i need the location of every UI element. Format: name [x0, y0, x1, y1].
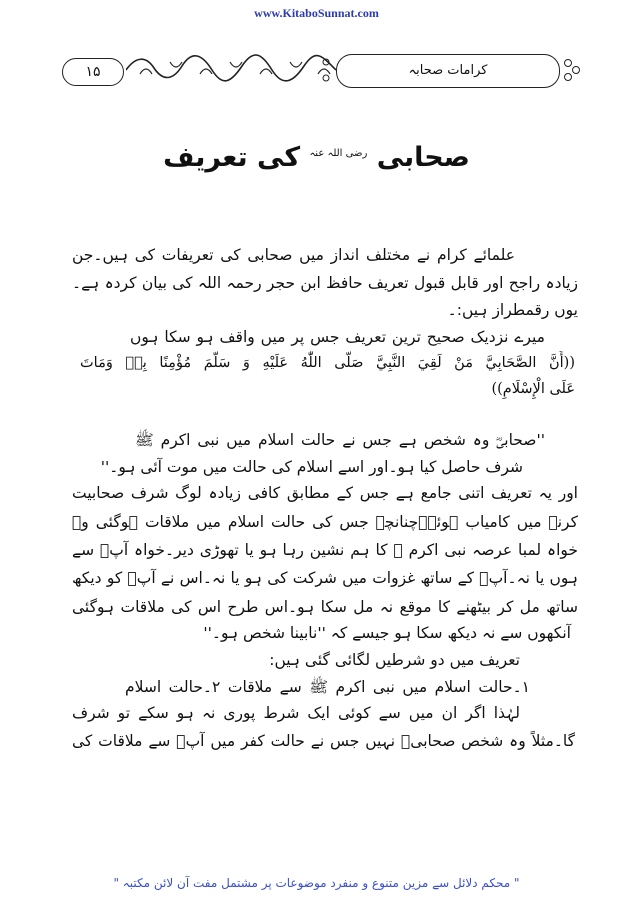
ornament-vine-icon — [126, 52, 336, 88]
body-line: شرف حاصل کیا ہو۔اور اسے اسلام کی حالت میں موت آئی ہو۔'' — [100, 458, 523, 476]
body-line: کرنے میں کامیاب ہوئے۔چنانچہ جس کی حالت اسلام میں ملاقات ہوگئی وہ — [72, 513, 578, 531]
running-title: کرامات صحابہ — [336, 54, 560, 88]
body-line: ۱۔حالت اسلام میں نبی اکرم ﷺ سے ملاقات ۲۔حالت اسلام — [125, 678, 530, 696]
arabic-quote-line: عَلَى الْإِسْلَامِ)) — [491, 381, 575, 397]
heading-part-2: کی تعریف — [163, 142, 301, 173]
ornament-flourish-icon — [560, 56, 584, 84]
body-line: اور یہ تعریف اتنی جامع ہے جس کے مطابق کافی زیادہ لوگ شرف صحابیت — [72, 484, 578, 502]
arabic-quote-line: ((أَنَّ الصَّحَابِيَّ مَنْ لَقِيَ النَّبِيَّ صَلَّى اللّٰهُ عَلَيْهِ وَ سَلَّمَ مُؤْمِنًا بِهٖ وَمَاتَ — [80, 355, 575, 371]
body-line: ہوں یا نہ۔آپؐ کے ساتھ غزوات میں شرکت کی ہو یا نہ۔اس نے آپؐ کو دیکھ — [72, 569, 578, 587]
body-line: آنکھوں سے نہ دیکھ سکا ہو جیسے کہ ''نابینا شخص ہو۔'' — [203, 624, 571, 642]
body-line: زیادہ راجح اور قابل قبول تعریف حافظ ابن حجر رحمہ اللہ کی بیان کردہ ہے۔ — [72, 274, 578, 292]
website-url[interactable]: www.KitaboSunnat.com — [254, 6, 379, 20]
body-line: گا۔مثلاً وہ شخص صحابیؓ نہیں جس نے حالت کفر میں آپؐ سے ملاقات کی — [72, 732, 575, 750]
body-line: ''صحابیؓ وہ شخص ہے جس نے حالت اسلام میں نبی اکرم ﷺ — [135, 431, 545, 449]
body-line: میرے نزدیک صحیح ترین تعریف جس پر میں واقف ہو سکا ہوں — [130, 328, 545, 346]
running-header — [60, 48, 580, 92]
body-line: لہٰذا اگر ان میں سے کوئی ایک شرط پوری نہ ہو سکے تو شرف — [72, 704, 520, 722]
honorific: رضی اللہ عنہ — [309, 148, 368, 159]
body-line: یوں رقمطراز ہیں:۔ — [447, 301, 578, 319]
footer-tagline: " محکم دلائل سے مزین متنوع و منفرد موضوعات پر مشتمل مفت آن لائن مکتبہ " — [113, 876, 520, 890]
heading-part-1: صحابی — [376, 142, 470, 173]
body-line: ساتھ مل کر بیٹھنے کا موقع نہ مل سکا ہو۔اس طرح اس کی ملاقات ہوگئی — [72, 598, 578, 616]
body-line: خواہ لمبا عرصہ نبی اکرم ﷺ کا ہم نشین رہا ہو یا تھوڑی دیر۔خواہ آپؐ سے — [72, 541, 578, 559]
chapter-heading — [0, 142, 633, 173]
body-line: تعریف میں دو شرطیں لگائی گئی ہیں: — [269, 651, 520, 669]
body-line: علمائے کرام نے مختلف انداز میں صحابی کی تعریفات کی ہیں۔جن — [72, 246, 515, 264]
page-number: ۱۵ — [62, 58, 124, 86]
